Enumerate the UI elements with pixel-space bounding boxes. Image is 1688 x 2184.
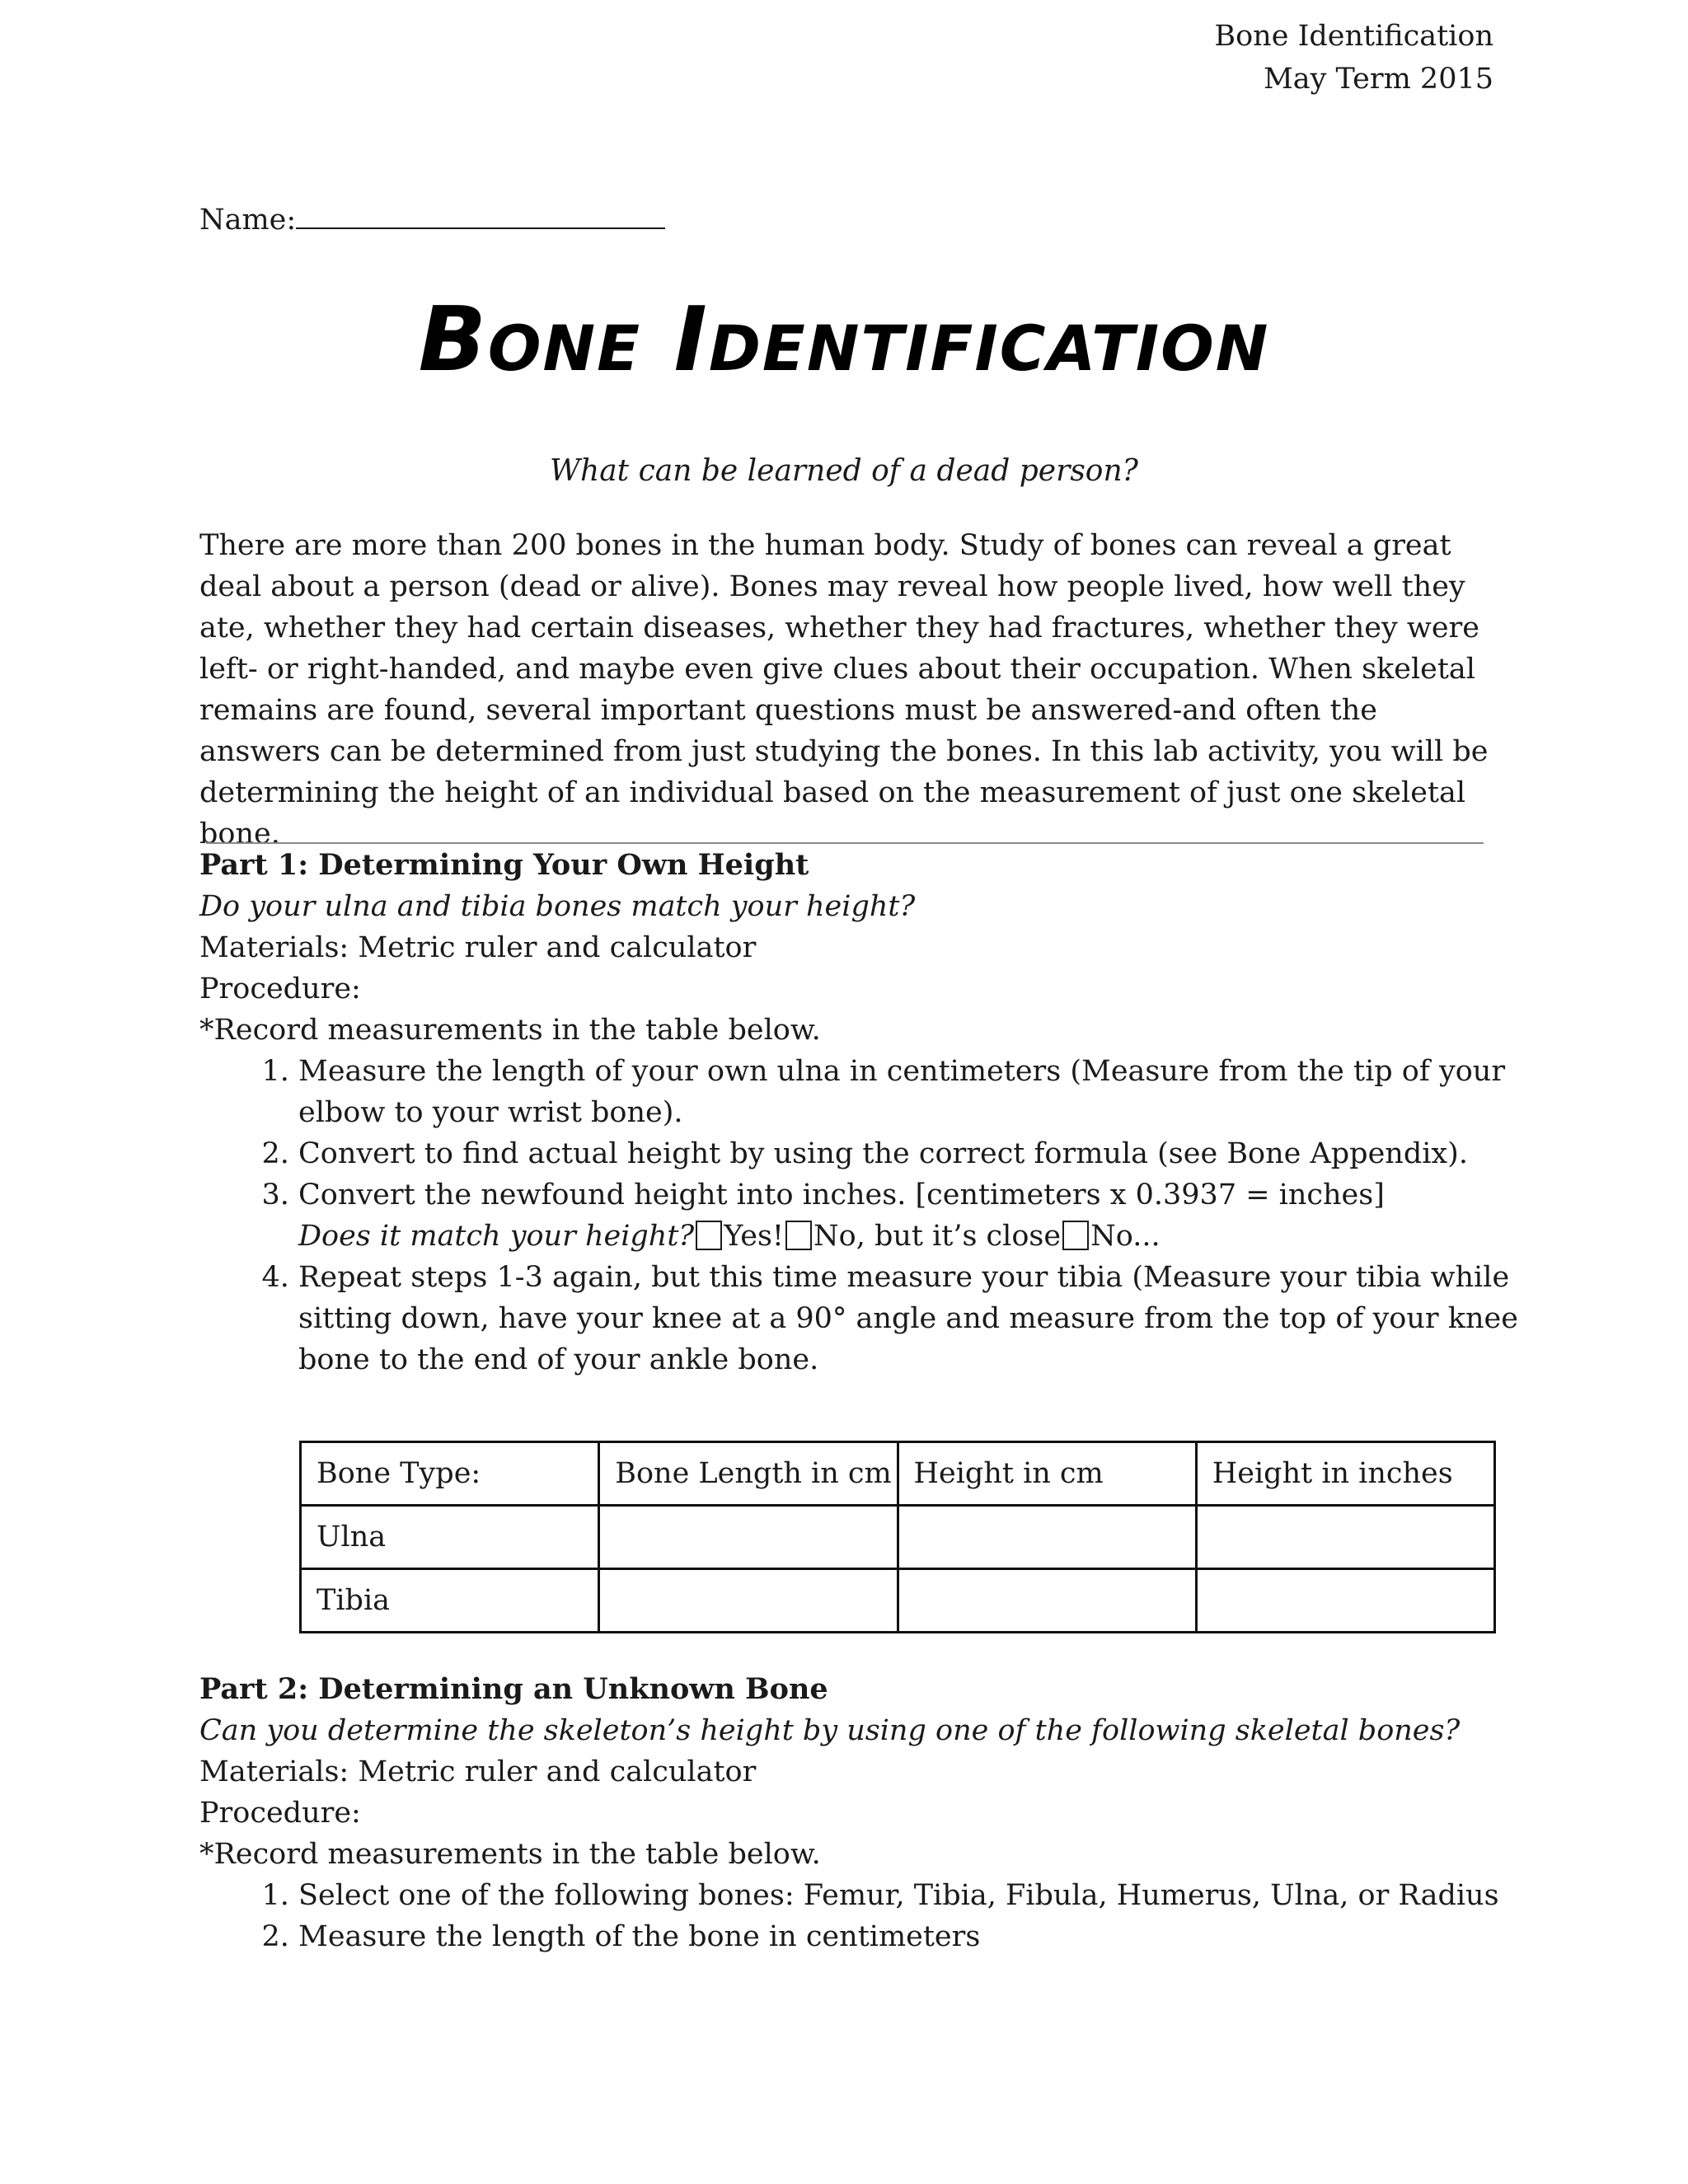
part1-heading: Part 1: Determining Your Own Height [199, 848, 809, 882]
match-question: Does it match your height? [298, 1220, 695, 1253]
part1-steps [199, 1051, 1518, 1380]
part2-steps [199, 1875, 1518, 1957]
page-title: Bone Identification [418, 288, 1270, 391]
table-cell-input[interactable] [599, 1506, 898, 1569]
table-header-cell: Bone Type: [301, 1442, 599, 1506]
list-item: 2. Convert to find actual height by using the correct formula (see Bone Appendix). [298, 1133, 1518, 1174]
intro-paragraph: There are more than 200 bones in the human body. Study of bones can reveal a great deal about a person (dead or alive). Bones may reveal how people lived, how well they ate, whether they had certain diseases, whether they had fractures, whether they were left- or right-handed, and maybe even give clues about their occupation. When skeletal remains are found, several important questions must be answered-and often the answers can be determined from just studying the bones. In this lab activity, you will be determining the height of an individual based on the measurement of just one skeletal bone. [199, 529, 1489, 851]
part2-materials: Materials: Metric ruler and calculator [199, 1755, 757, 1788]
part1-procedure-label: Procedure: [199, 972, 361, 1005]
part2-record-note: *Record measurements in the table below. [199, 1838, 821, 1871]
part1-question: Do your ulna and tibia bones match your height? [199, 890, 916, 923]
table-cell-bone: Ulna [301, 1506, 599, 1569]
name-blank-line[interactable] [296, 198, 665, 229]
table-header-row [301, 1442, 1495, 1506]
part1-materials: Materials: Metric ruler and calculator [199, 931, 757, 964]
table-cell-input[interactable] [1196, 1569, 1494, 1633]
table-row [301, 1506, 1495, 1569]
yes-option-label: Yes! [724, 1220, 784, 1253]
close-option-label: No, but it’s close [814, 1220, 1062, 1253]
part2-heading: Part 2: Determining an Unknown Bone [199, 1672, 828, 1706]
table-header-cell: Height in cm [898, 1442, 1196, 1506]
part1-record-note: *Record measurements in the table below. [199, 1014, 821, 1047]
list-item: 1. Select one of the following bones: Femur, Tibia, Fibula, Humerus, Ulna, or Radius [298, 1875, 1518, 1916]
list-item [298, 1174, 1518, 1257]
table-cell-input[interactable] [898, 1506, 1196, 1569]
part2-question: Can you determine the skeleton’s height by using one of the following skeletal bones? [199, 1714, 1461, 1747]
list-item: 4. Repeat steps 1-3 again, but this time measure your tibia (Measure your tibia while sitting down, have your knee at a 90° angle and measure from the top of your knee bone to the end of your ankle bone. [298, 1257, 1518, 1380]
table-header-cell: Height in inches [1196, 1442, 1494, 1506]
part2-procedure-label: Procedure: [199, 1797, 361, 1830]
measurement-table [299, 1441, 1496, 1633]
yes-checkbox[interactable] [696, 1221, 722, 1250]
table-cell-input[interactable] [599, 1569, 898, 1633]
table-cell-input[interactable] [1196, 1506, 1494, 1569]
page-subtitle: What can be learned of a dead person? [550, 454, 1138, 488]
table-row [301, 1569, 1495, 1633]
no-checkbox[interactable] [1062, 1221, 1089, 1250]
list-item: 1. Measure the length of your own ulna in centimeters (Measure from the tip of your elbow to your wrist bone). [298, 1051, 1518, 1133]
no-option-label: No... [1090, 1220, 1160, 1253]
table-cell-bone: Tibia [301, 1569, 599, 1633]
header-term: May Term 2015 [1263, 63, 1493, 96]
list-item: 2. Measure the length of the bone in centimeters [298, 1916, 1518, 1957]
table-header-cell: Bone Length in cm [599, 1442, 898, 1506]
name-field [199, 198, 665, 241]
part2-section [199, 1669, 1518, 1957]
close-checkbox[interactable] [785, 1221, 812, 1250]
step-text: Convert the newfound height into inches. [centimeters x 0.3937 = inches] [298, 1179, 1385, 1212]
name-label: Name: [199, 204, 297, 237]
table-cell-input[interactable] [898, 1569, 1196, 1633]
section-divider [206, 842, 1484, 844]
part1-section [199, 845, 1518, 1380]
header-title: Bone Identification [1214, 20, 1493, 53]
running-header [1214, 15, 1493, 101]
